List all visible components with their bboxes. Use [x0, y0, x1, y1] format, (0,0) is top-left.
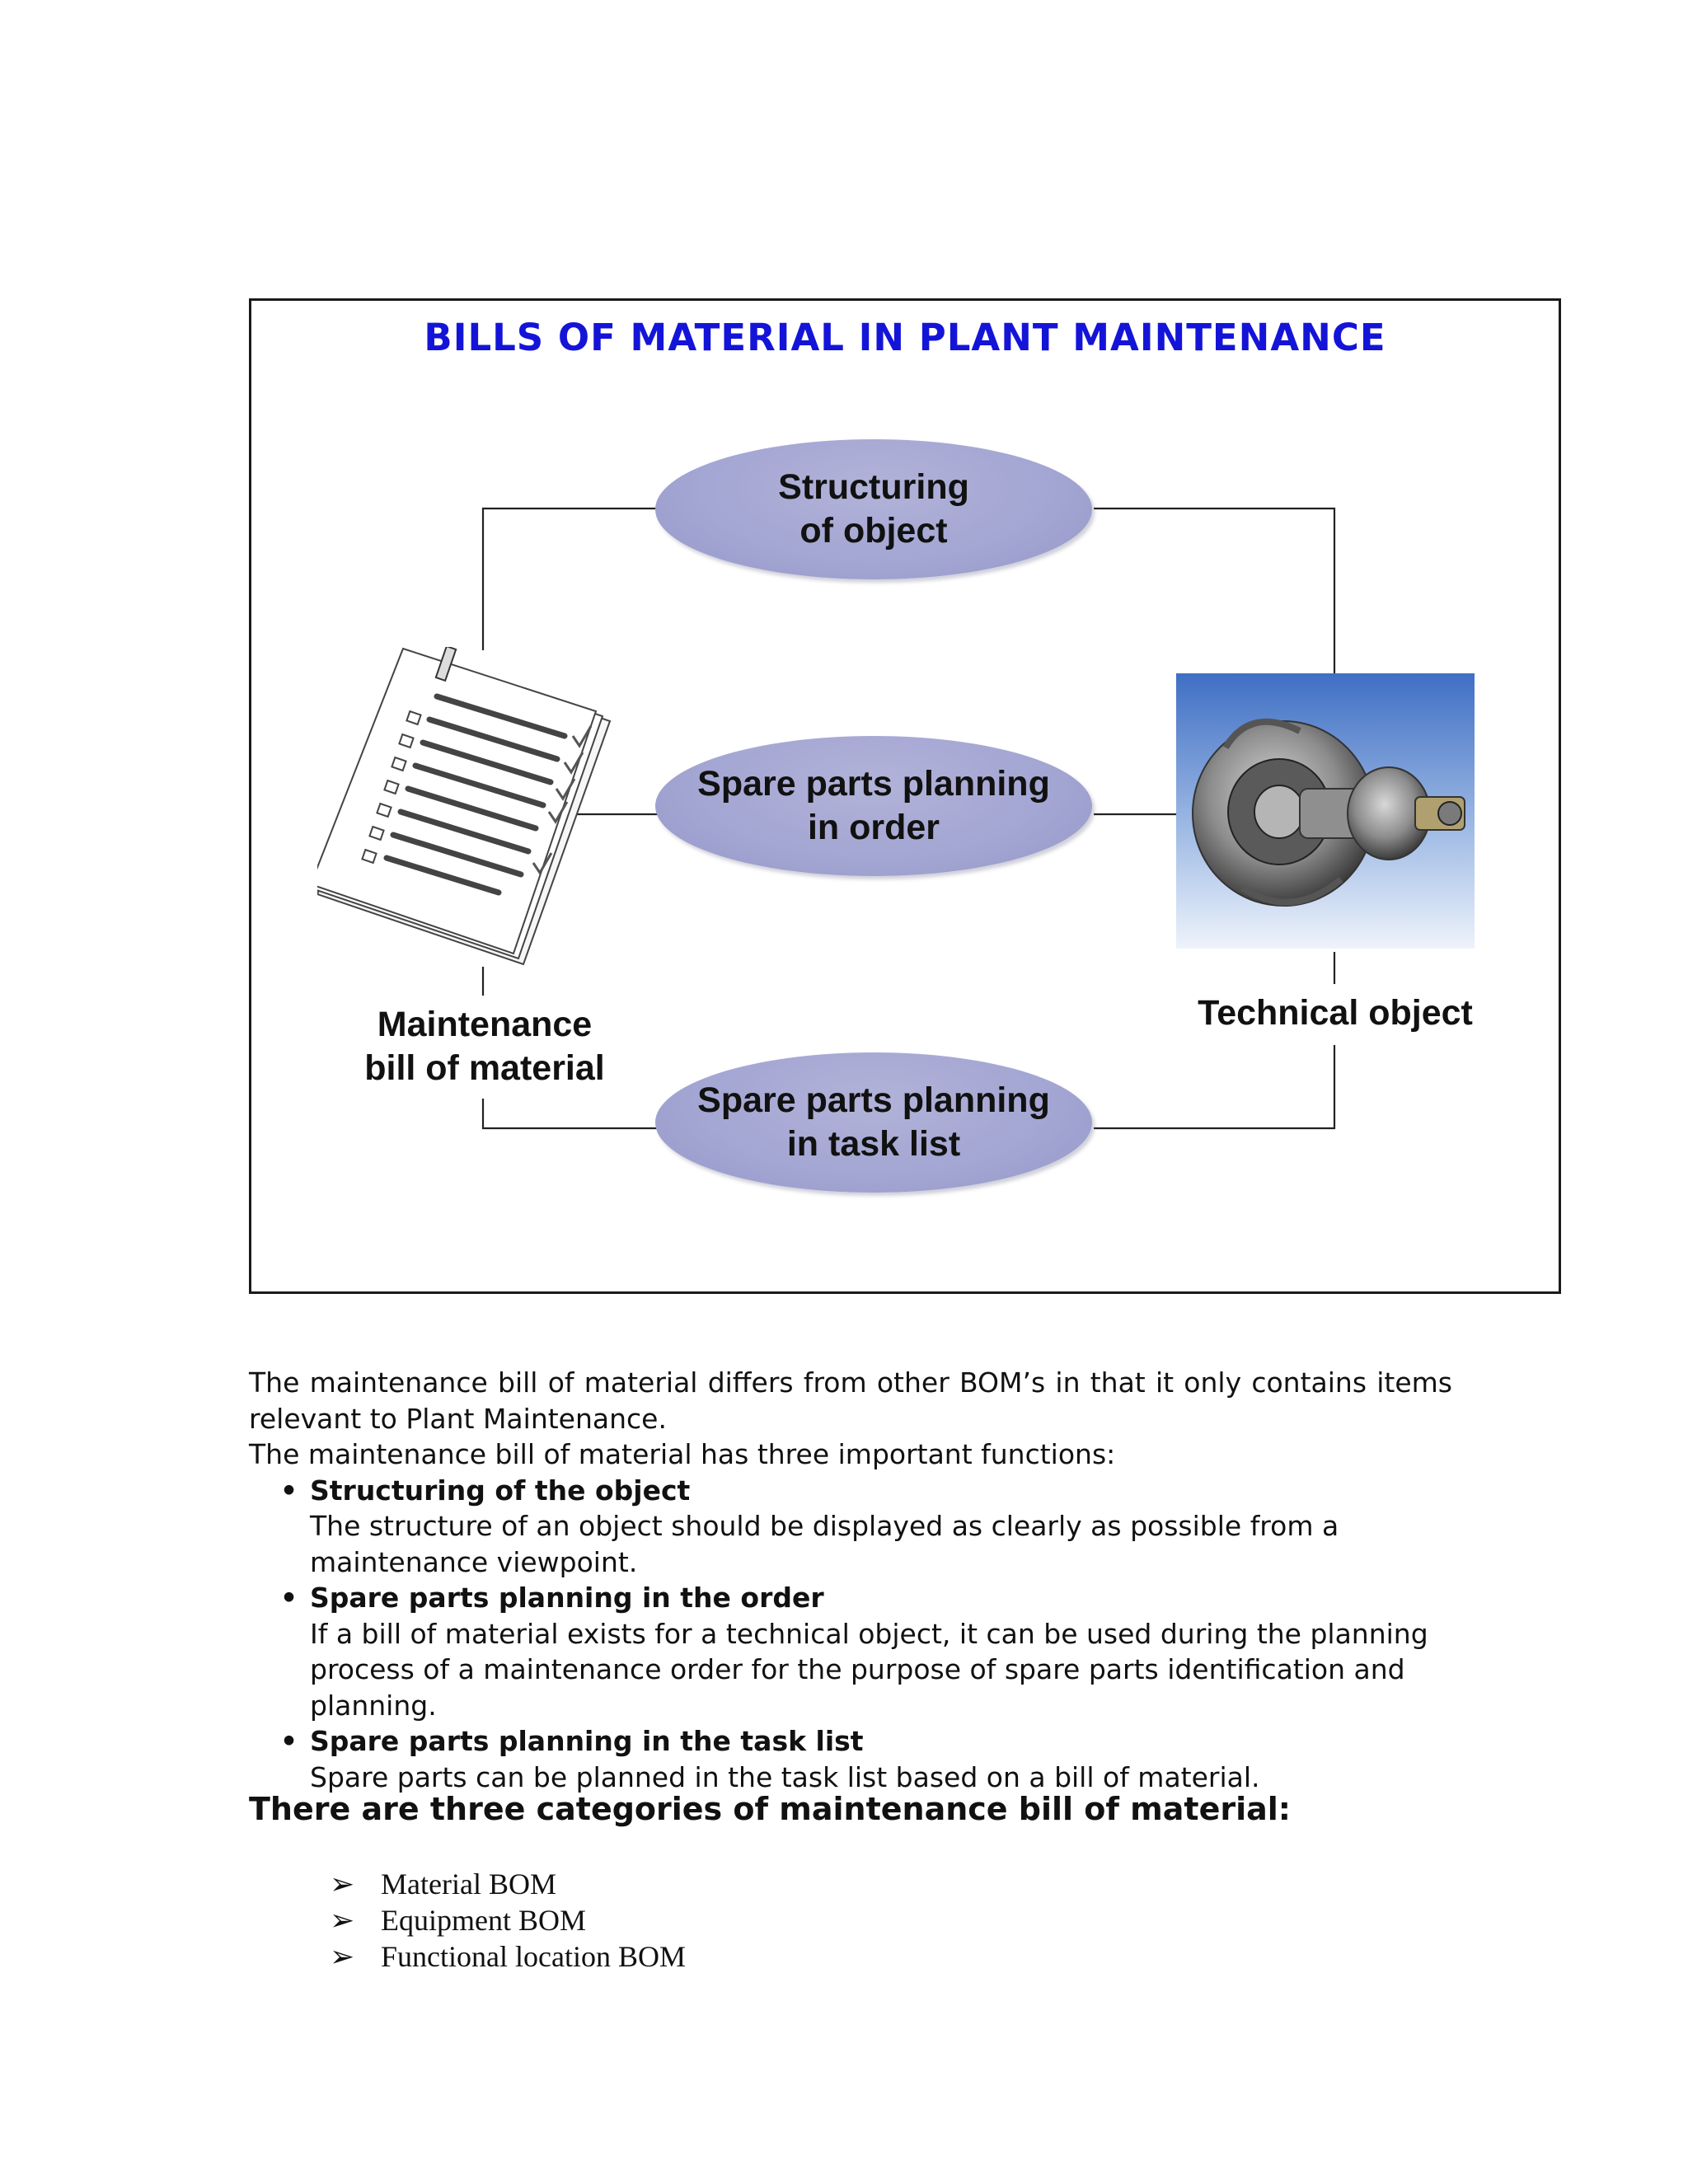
categories-heading: There are three categories of maintenance bill of material:: [249, 1791, 1291, 1827]
connector-right-top: [1094, 509, 1334, 673]
function-item: [280, 1580, 1452, 1723]
bullet-dot: •: [280, 1582, 298, 1614]
function-title: Spare parts planning in the order: [310, 1582, 824, 1614]
functions-intro: The maintenance bill of material has three important functions:: [249, 1438, 1116, 1470]
arrow-bullet-icon: ➢: [330, 1904, 355, 1937]
body-text: [249, 1365, 1452, 1795]
function-item: [280, 1723, 1452, 1795]
connector-left-bottom: [483, 1099, 663, 1128]
technical-object-label: Technical object: [1158, 991, 1512, 1035]
connector-right-bottom: [1094, 1045, 1334, 1128]
category-item: [330, 1938, 686, 1975]
bullet-dot: •: [280, 1725, 298, 1757]
node-spare-parts-order: [655, 736, 1092, 876]
maintenance-bom-document-icon: [317, 647, 614, 968]
figure-title: BILLS OF MATERIAL IN PLANT MAINTENANCE: [424, 316, 1386, 359]
function-item: [280, 1473, 1452, 1581]
function-description: The structure of an object should be displayed as clearly as possible from a maintenance viewpoint.: [310, 1510, 1339, 1578]
technical-object-image: [1176, 673, 1475, 949]
function-title: Spare parts planning in the task list: [310, 1725, 864, 1757]
function-description: If a bill of material exists for a technical object, it can be used during the planning process of a maintenance order for the purpose of spare parts identification and planning.: [310, 1617, 1428, 1722]
category-item: [330, 1902, 686, 1938]
connector-left-top: [483, 509, 663, 650]
category-label: Equipment BOM: [381, 1904, 586, 1937]
function-description: Spare parts can be planned in the task list based on a bill of material.: [310, 1760, 1260, 1793]
maintenance-bom-label: Maintenance bill of material: [349, 1003, 621, 1090]
category-label: Functional location BOM: [381, 1940, 686, 1973]
arrow-bullet-icon: ➢: [330, 1940, 355, 1973]
node-structuring-label: Structuring of object: [778, 467, 969, 551]
functions-list: [249, 1473, 1452, 1796]
category-label: Material BOM: [381, 1868, 556, 1900]
node-task-list-label: Spare parts planning in task list: [697, 1080, 1050, 1164]
function-title: Structuring of the object: [310, 1474, 691, 1507]
node-order-label: Spare parts planning in order: [697, 764, 1050, 847]
bom-diagram-figure: [249, 298, 1561, 1294]
categories-list: [330, 1866, 686, 1975]
bullet-dot: •: [280, 1474, 298, 1507]
intro-paragraph: The maintenance bill of material differs from other BOM’s in that it only contains items relevant to Plant Maintenance.: [249, 1366, 1452, 1435]
category-item: [330, 1866, 686, 1902]
arrow-bullet-icon: ➢: [330, 1868, 355, 1900]
node-spare-parts-task-list: [655, 1052, 1092, 1193]
node-structuring-of-object: [655, 439, 1092, 579]
